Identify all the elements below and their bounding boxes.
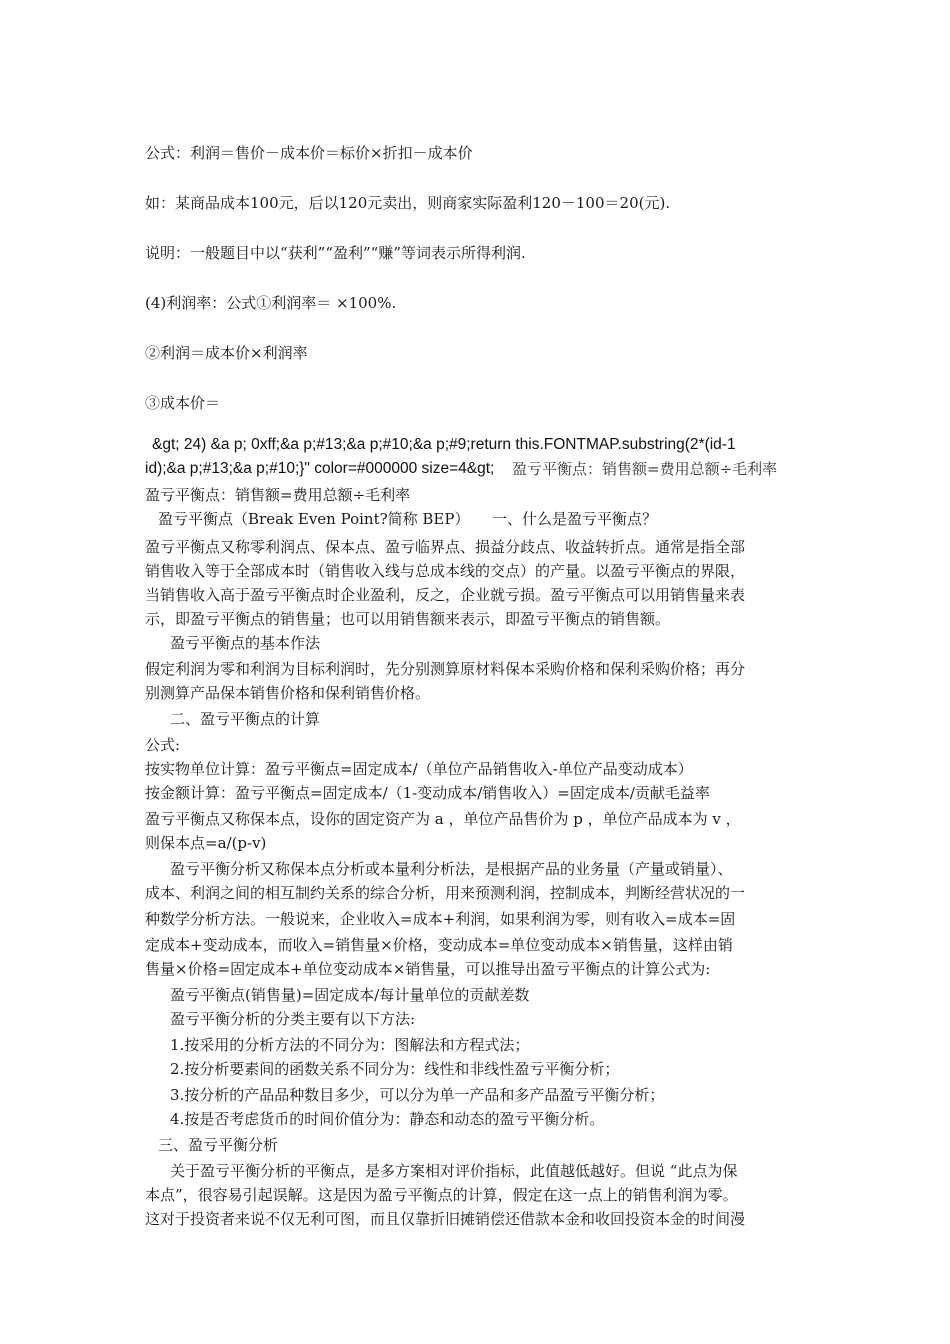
paragraph-line: 盈亏平衡点又称零利润点、保本点、盈亏临界点、损益分歧点、收益转折点。通常是指全部 — [145, 538, 746, 556]
explanation-line: 说明：一般题目中以“获利”“盈利”“赚”等词表示所得利润. — [145, 244, 526, 262]
paragraph-line: 销售收入等于全部成本时（销售收入线与总成本线的交点）的产量。以盈亏平衡点的界限， — [145, 562, 746, 580]
paragraph-line: 种数学分析方法。一般说来，企业收入=成本+利润，如果利润为零，则有收入=成本=固 — [145, 910, 736, 928]
paragraph-line: 成本、利润之间的相互制约关系的综合分析，用来预测利润，控制成本，判断经营状况的一 — [145, 884, 746, 902]
formula-line: 按金额计算：盈亏平衡点=固定成本/（1-变动成本/销售收入）=固定成本/贡献毛益率 — [145, 784, 710, 802]
paragraph-line: 当销售收入高于盈亏平衡点时企业盈利，反之，企业就亏损。盈亏平衡点可以用销售量来表 — [145, 586, 746, 604]
paragraph-line: 关于盈亏平衡分析的平衡点，是多方案相对评价指标，此值越低越好。但说 “此点为保 — [170, 1162, 738, 1180]
paragraph-line: 假定利润为零和利润为目标利润时，先分别测算原材料保本采购价格和保利采购价格；再分 — [145, 660, 746, 678]
paragraph-line: 盈亏平衡分析又称保本点分析或本量利分析法，是根据产品的业务量（产量或销量）、 — [170, 860, 733, 878]
example-line: 如：某商品成本100元，后以120元卖出，则商家实际盈利120－100＝20(元). — [145, 194, 671, 212]
garbled-script-line-2: id);&a p;#13;&a p;#10;}" color=#000000 size=4&gt; — [145, 460, 495, 477]
bep-sales-line: 盈亏平衡点：销售额=费用总额÷毛利率 — [145, 486, 411, 504]
paragraph-line: 示，即盈亏平衡点的销售量；也可以用销售额来表示，即盈亏平衡点的销售额。 — [145, 610, 671, 628]
paragraph-line: 本点”，很容易引起误解。这是因为盈亏平衡点的计算，假定在这一点上的销售利润为零。 — [145, 1186, 738, 1204]
list-item: 4.按是否考虑货币的时间价值分为：静态和动态的盈亏平衡分析。 — [170, 1110, 605, 1128]
profit-formula-line: ②利润＝成本价×利润率 — [145, 344, 308, 362]
list-item: 1.按采用的分析方法的不同分为：图解法和方程式法； — [170, 1036, 530, 1054]
paragraph-line: 盈亏平衡分析的分类主要有以下方法: — [170, 1010, 416, 1028]
list-item: 3.按分析的产品品种数目多少，可以分为单一产品和多产品盈亏平衡分析； — [170, 1086, 665, 1104]
formula-label: 公式: — [145, 736, 181, 754]
cost-price-line: ③成本价＝ — [145, 394, 221, 412]
section-heading: 三、盈亏平衡分析 — [158, 1136, 279, 1154]
section-heading: 盈亏平衡点的基本作法 — [170, 634, 321, 652]
bep-heading-line: 盈亏平衡点（Break Even Point?简称 BEP） 一、什么是盈亏平衡点？ — [158, 510, 657, 528]
formula-line: 盈亏平衡点(销售量)=固定成本/每计量单位的贡献差数 — [170, 986, 530, 1004]
garbled-script-line-1: &gt; 24) &a p; 0xff;&a p;#13;&a p;#10;&a p;#9;return this.FONTMAP.substring(2*(id-1 — [152, 436, 736, 453]
profit-rate-line: (4)利润率：公式①利润率＝ ×100%. — [145, 294, 397, 312]
list-item: 2.按分析要素间的函数关系不同分为：线性和非线性盈亏平衡分析； — [170, 1060, 620, 1078]
overlapping-text: 盈亏平衡点：销售额=费用总额÷毛利率 — [512, 460, 778, 478]
formula-line: 则保本点=a/(p-v) — [145, 834, 267, 852]
paragraph-line: 别测算产品保本销售价格和保利销售价格。 — [145, 684, 431, 702]
paragraph-line: 定成本+变动成本，而收入=销售量×价格，变动成本=单位变动成本×销售量，这样由销 — [145, 936, 733, 954]
formula-line: 按实物单位计算：盈亏平衡点=固定成本/（单位产品销售收入-单位产品变动成本） — [145, 760, 693, 778]
formula-line: 盈亏平衡点又称保本点，设你的固定资产为 a ，单位产品售价为 p ，单位产品成本为 v ， — [145, 810, 741, 828]
section-heading: 二、盈亏平衡点的计算 — [170, 710, 321, 728]
paragraph-line: 这对于投资者来说不仅无利可图，而且仅靠折旧摊销偿还借款本金和收回投资本金的时间漫 — [145, 1210, 746, 1228]
paragraph-line: 售量×价格=固定成本+单位变动成本×销售量，可以推导出盈亏平衡点的计算公式为: — [145, 960, 711, 978]
formula-profit-line: 公式：利润＝售价－成本价＝标价×折扣－成本价 — [145, 144, 473, 162]
